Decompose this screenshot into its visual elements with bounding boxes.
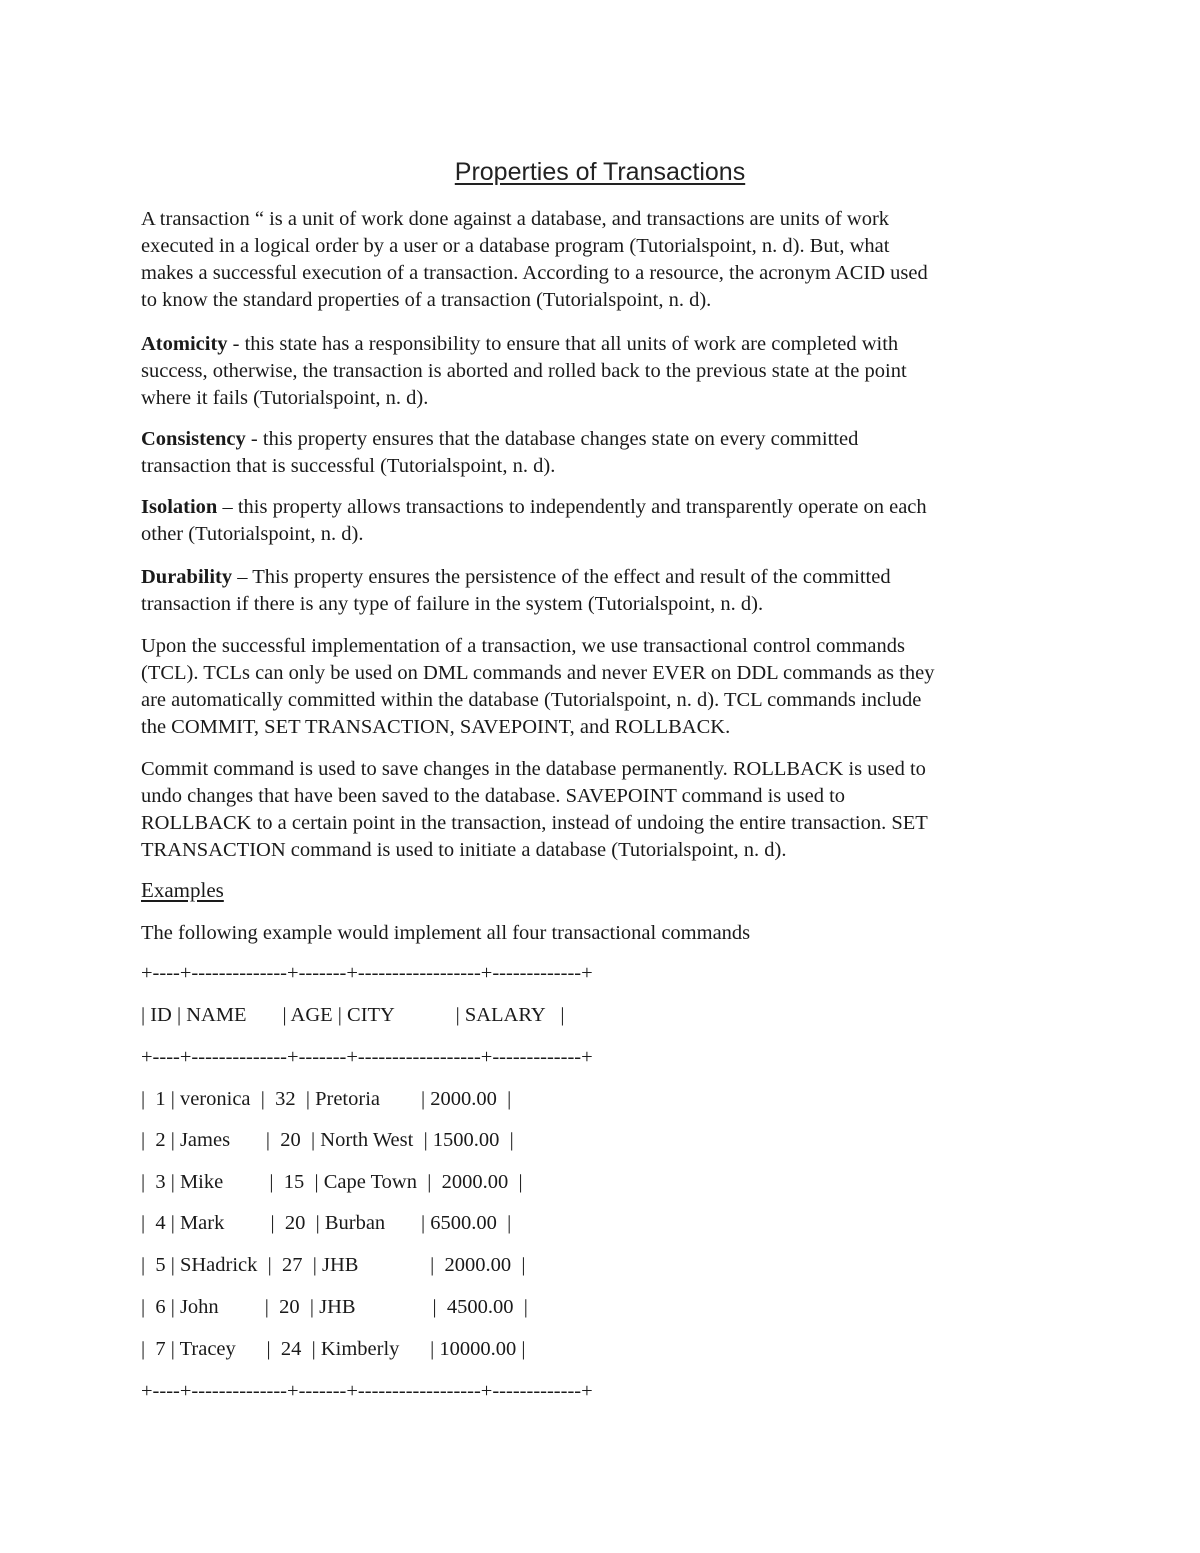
property-text: other (Tutorialspoint, n. d). [141, 523, 364, 545]
commit-line: ROLLBACK to a certain point in the transaction, instead of undoing the entire transaction. SET [141, 812, 928, 834]
intro-paragraph [141, 206, 1061, 314]
intro-line: to know the standard properties of a transaction (Tutorialspoint, n. d). [141, 289, 712, 311]
table-row: | 3 | Mike | 15 | Cape Town | 2000.00 | [141, 1171, 523, 1193]
property-text: – this property allows transactions to independently and transparently operate on each [217, 496, 927, 518]
table-row: | 7 | Tracey | 24 | Kimberly | 10000.00 | [141, 1338, 526, 1360]
isolation-paragraph [141, 494, 1061, 548]
tcl-line: (TCL). TCLs can only be used on DML commands and never EVER on DDL commands as they [141, 662, 935, 684]
table-border: +----+--------------+-------+------------------+-------------+ [141, 962, 593, 984]
durability-paragraph [141, 564, 1061, 618]
document-title: Properties of Transactions [454, 158, 746, 186]
table-border: +----+--------------+-------+------------------+-------------+ [141, 1380, 593, 1402]
property-text: where it fails (Tutorialspoint, n. d). [141, 387, 429, 409]
consistency-paragraph [141, 426, 1061, 480]
table-border: +----+--------------+-------+------------------+-------------+ [141, 1046, 593, 1068]
commit-line: undo changes that have been saved to the database. SAVEPOINT command is used to [141, 785, 846, 807]
table-row: | 5 | SHadrick | 27 | JHB | 2000.00 | [141, 1254, 526, 1276]
property-term: Atomicity [141, 333, 228, 355]
property-text: - this property ensures that the database changes state on every committed [245, 428, 859, 450]
atomicity-paragraph [141, 331, 1061, 412]
table-row: | 1 | veronica | 32 | Pretoria | 2000.00 | [141, 1088, 512, 1110]
table-row: | 4 | Mark | 20 | Burban | 6500.00 | [141, 1212, 512, 1234]
table-row: | 2 | James | 20 | North West | 1500.00 | [141, 1129, 514, 1151]
intro-line: A transaction “ is a unit of work done against a database, and transactions are units of work [141, 208, 890, 230]
tcl-line: Upon the successful implementation of a transaction, we use transactional control commands [141, 635, 905, 657]
property-text: success, otherwise, the transaction is aborted and rolled back to the previous state at the point [141, 360, 907, 382]
commit-line: TRANSACTION command is used to initiate a database (Tutorialspoint, n. d). [141, 839, 787, 861]
intro-line: makes a successful execution of a transaction. According to a resource, the acronym ACID used [141, 262, 928, 284]
property-text: transaction if there is any type of failure in the system (Tutorialspoint, n. d). [141, 593, 764, 615]
commit-line: Commit command is used to save changes in the database permanently. ROLLBACK is used to [141, 758, 926, 780]
property-term: Durability [141, 566, 233, 588]
property-term: Consistency [141, 428, 246, 450]
property-text: - this state has a responsibility to ensure that all units of work are completed with [227, 333, 899, 355]
examples-heading: Examples [141, 878, 224, 902]
examples-intro: The following example would implement all four transactional commands [141, 922, 751, 944]
tcl-line: the COMMIT, SET TRANSACTION, SAVEPOINT, and ROLLBACK. [141, 716, 731, 738]
intro-line: executed in a logical order by a user or a database program (Tutorialspoint, n. d). But, what [141, 235, 890, 257]
property-text: – This property ensures the persistence of the effect and result of the committed [232, 566, 891, 588]
commit-paragraph [141, 756, 1061, 864]
tcl-line: are automatically committed within the database (Tutorialspoint, n. d). TCL commands include [141, 689, 922, 711]
tcl-paragraph [141, 633, 1061, 741]
table-header: | ID | NAME | AGE | CITY | SALARY | [141, 1004, 565, 1026]
property-term: Isolation [141, 496, 218, 518]
table-row: | 6 | John | 20 | JHB | 4500.00 | [141, 1296, 528, 1318]
property-text: transaction that is successful (Tutorialspoint, n. d). [141, 455, 556, 477]
